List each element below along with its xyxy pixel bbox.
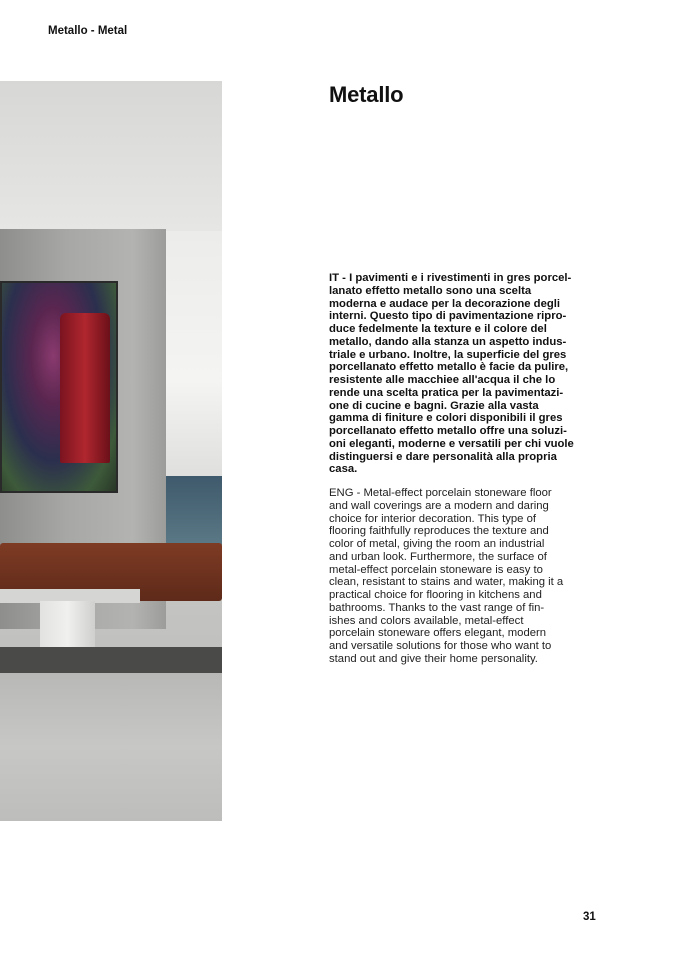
text-line: flooring faithfully reproduces the texture and (329, 525, 549, 538)
text-line: gamma di finiture e colori disponibili il gres (329, 412, 563, 425)
text-line: stand out and give their home personality. (329, 652, 538, 665)
photo-rug (0, 647, 222, 673)
text-line: clean, resistant to stains and water, making it a (329, 576, 564, 589)
text-line: interni. Questo tipo di pavimentazione ripro- (329, 310, 567, 323)
text-line: IT - I pavimenti e i rivestimenti in gres porcel- (329, 272, 572, 284)
text-line: metallo, dando alla stanza un aspetto indus- (329, 335, 567, 348)
text-line: lanato effetto metallo sono una scelta (329, 284, 532, 297)
text-line: and urban look. Furthermore, the surface of (329, 550, 547, 563)
text-line: one di cucine e bagni. Grazie alla vasta (329, 399, 539, 412)
text-line: duce fedelmente la texture e il colore del (329, 323, 547, 335)
text-line: ishes and colors available, metal-effect (329, 614, 524, 627)
text-line: moderna e audace per la decorazione degli (329, 297, 561, 310)
photo-painting (0, 281, 118, 493)
text-line: and wall coverings are a modern and daring (329, 499, 549, 512)
photo-side-wall (166, 231, 222, 481)
photo-floor (0, 673, 222, 821)
photo-table-base (40, 601, 95, 651)
text-line: triale e urbano. Inoltre, la superficie del gres (329, 348, 567, 361)
interior-photo (0, 81, 222, 821)
text-line: color of metal, giving the room an industrial (329, 538, 545, 550)
text-line: oni eleganti, moderne e versatili per chi vuole (329, 437, 574, 450)
text-line: rende una scelta pratica per la pavimentazi- (329, 386, 564, 399)
painting-red-drape (60, 313, 110, 463)
text-line: choice for interior decoration. This type of (329, 512, 537, 525)
text-line: metal-effect porcelain stoneware is easy to (329, 563, 543, 576)
text-line: porcellanato effetto metallo è facie da pulire, (329, 361, 569, 374)
english-paragraph (329, 487, 591, 666)
text-line: distinguersi e dare personalità alla propria (329, 450, 557, 463)
text-line: bathrooms. Thanks to the vast range of fin- (329, 601, 545, 614)
italian-paragraph (329, 272, 591, 476)
text-line: practical choice for flooring in kitchens and (329, 589, 542, 601)
text-line: resistente alle macchiee all'acqua il che lo (329, 374, 556, 386)
text-line: porcellanato effetto metallo offre una soluzi- (329, 425, 567, 437)
running-header: Metallo - Metal (48, 25, 128, 37)
page-title: Metallo (329, 82, 404, 107)
text-line: casa. (329, 463, 358, 476)
text-line: ENG - Metal-effect porcelain stoneware floor (329, 487, 552, 499)
text-line: porcelain stoneware offers elegant, modern (329, 627, 547, 640)
photo-ceiling (0, 81, 222, 231)
text-line: and versatile solutions for those who want to (329, 640, 552, 652)
page-number: 31 (583, 911, 596, 923)
